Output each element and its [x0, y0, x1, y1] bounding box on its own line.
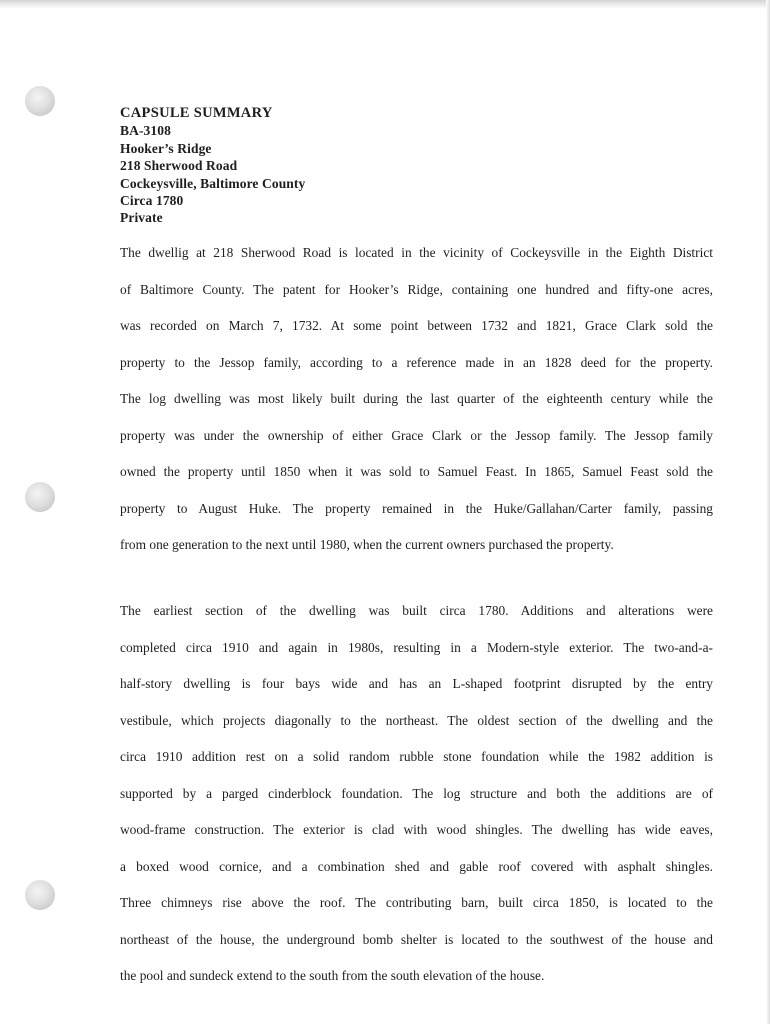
paragraph-line: wood-frame construction. The exterior is clad with wood shingles. The dwelling has wide eaves,	[120, 822, 713, 837]
paragraph-line: vestibule, which projects diagonally to the northeast. The oldest section of the dwelling and the	[120, 712, 713, 728]
paragraph-line: The earliest section of the dwelling was built circa 1780. Additions and alterations were	[120, 603, 713, 618]
paragraph-line: completed circa 1910 and again in 1980s, resulting in a Modern-style exterior. The two-and-a-	[120, 639, 713, 655]
paragraph-line: property to the Jessop family, according to a reference made in an 1828 deed for the property.	[120, 354, 713, 370]
property-location: Cockeysville, Baltimore County	[120, 175, 306, 191]
history-paragraph	[120, 245, 713, 574]
paragraph-line: the pool and sundeck extend to the south from the south elevation of the house.	[120, 968, 545, 983]
paragraph-line: of Baltimore County. The patent for Hooker’s Ridge, containing one hundred and fifty-one acres,	[120, 281, 713, 297]
inventory-number: BA-3108	[120, 123, 171, 139]
paragraph-line: circa 1910 addition rest on a solid random rubble stone foundation while the 1982 addition is	[120, 749, 713, 764]
paragraph-line: northeast of the house, the underground bomb shelter is located to the southwest of the house and	[120, 931, 713, 947]
summary-title: CAPSULE SUMMARY	[120, 105, 273, 121]
scan-top-edge	[0, 0, 770, 9]
property-name: Hooker’s Ridge	[120, 140, 212, 156]
property-address: 218 Sherwood Road	[120, 158, 238, 174]
paragraph-line: was recorded on March 7, 1732. At some point between 1732 and 1821, Grace Clark sold the	[120, 318, 713, 333]
punch-hole-icon	[25, 86, 55, 116]
description-paragraph	[120, 603, 713, 1005]
property-access: Private	[120, 210, 163, 226]
paragraph-line: The dwellig at 218 Sherwood Road is located in the vicinity of Cockeysville in the Eighth District	[120, 245, 713, 260]
paragraph-line: owned the property until 1850 when it was sold to Samuel Feast. In 1865, Samuel Feast sold the	[120, 464, 713, 479]
scan-right-edge	[766, 0, 770, 1024]
punch-hole-icon	[25, 880, 55, 910]
punch-hole-icon	[25, 482, 55, 512]
capsule-summary-header	[120, 105, 305, 227]
property-date: Circa 1780	[120, 193, 184, 209]
paragraph-line: half-story dwelling is four bays wide and has an L-shaped footprint disrupted by the entry	[120, 676, 713, 691]
paragraph-line: supported by a parged cinderblock foundation. The log structure and both the additions are of	[120, 785, 713, 801]
paragraph-line: The log dwelling was most likely built during the last quarter of the eighteenth century while the	[120, 391, 713, 406]
paragraph-line: property was under the ownership of either Grace Clark or the Jessop family. The Jessop family	[120, 427, 713, 443]
paragraph-line: Three chimneys rise above the roof. The contributing barn, built circa 1850, is located to the	[120, 895, 713, 910]
paragraph-line: property to August Huke. The property remained in the Huke/Gallahan/Carter family, passing	[120, 500, 713, 516]
paragraph-line: from one generation to the next until 1980, when the current owners purchased the property.	[120, 537, 614, 552]
paragraph-line: a boxed wood cornice, and a combination shed and gable roof covered with asphalt shingles.	[120, 858, 713, 874]
